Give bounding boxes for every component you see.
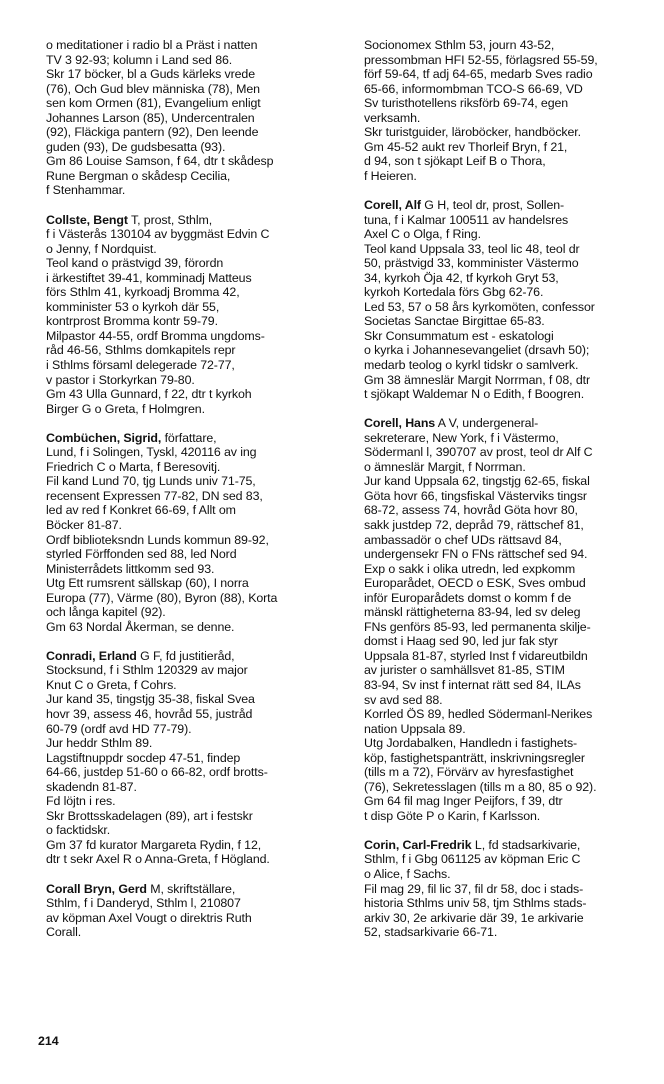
entry-text-line: och långa kapitel (92).	[46, 605, 166, 620]
entry-text-line: Milpastor 44-55, ordf Bromma ungdoms-	[46, 328, 265, 343]
entry-text-line: f i Västerås 130104 av byggmäst Edvin C	[46, 227, 270, 242]
entry-text-line: undergensekr FN o FNs rättschef sed 94.	[364, 547, 588, 562]
entry-text-line: Södermanl l, 390707 av prost, teol dr Alf C	[364, 445, 593, 460]
entry-text-line: skadendn 81-87.	[46, 779, 137, 794]
entry-text-line: t disp Göte P o Karin, f Karlsson.	[364, 808, 541, 823]
entry-text-line: historia Sthlms univ 58, tjm Sthlms stads-	[364, 896, 587, 911]
entry-text-line: 50, prästvigd 33, komminister Västermo	[364, 256, 579, 271]
entry-text-line: Jur heddr Sthlm 89.	[46, 736, 153, 751]
entry-text-line: 60-79 (ordf avd HD 77-79).	[46, 721, 192, 736]
entry-text-line: Utg Jordabalken, Handledn i fastighets-	[364, 736, 578, 751]
entry-text-line: (92), Fläckiga pantern (92), Den leende	[46, 125, 259, 140]
entry-heading-line	[364, 838, 656, 853]
entry-text-line: förs Sthlm 41, kyrkoadj Bromma 42,	[46, 285, 240, 300]
entry-text-line: (76), Sekretesslagen (tills m a 80, 85 o 92).	[364, 779, 597, 794]
entry-heading-line	[364, 416, 656, 431]
entry-text-line: Skr Brottsskadelagen (89), art i festskr	[46, 808, 253, 823]
entry-name: Corall Bryn, Gerd	[46, 881, 147, 896]
entry-text-line: Gm 63 Nordal Åkerman, se denne.	[46, 619, 235, 634]
entry-name: Collste, Bengt	[46, 212, 128, 227]
entry-text-line: Fil mag 29, fil lic 37, fil dr 58, doc i stads-	[364, 881, 584, 896]
entry-text-line: Exp o sakk i olika utredn, led expkomm	[364, 561, 576, 576]
entry-text-line: Gm 45-52 aukt rev Thorleif Bryn, f 21,	[364, 139, 568, 154]
entry-text-line: Knut C o Greta, f Cohrs.	[46, 677, 177, 692]
right-column	[364, 38, 656, 954]
entry-text-line: verksamh.	[364, 110, 421, 125]
entry-text-line: Sthlm, f i Danderyd, Sthlm l, 210807	[46, 896, 241, 911]
entry-text-line: Birger G o Greta, f Holmgren.	[46, 401, 205, 416]
entry-text-line: o meditationer i radio bl a Präst i natten	[46, 38, 258, 52]
entry-text-line: Gm 43 Ulla Gunnard, f 22, dtr t kyrkoh	[46, 387, 252, 402]
entry-text-line: kontrprost Bromma kontr 59-79.	[46, 314, 218, 329]
entry-text-line: Socionomex Sthlm 53, journ 43-52,	[364, 38, 555, 52]
entry-text-line: sekreterare, New York, f i Västermo,	[364, 430, 559, 445]
entry-text-line: o Jenny, f Nordquist.	[46, 241, 157, 256]
entry-text-line: Gm 37 fd kurator Margareta Rydin, f 12,	[46, 837, 262, 852]
entry-text-line: nation Uppsala 89.	[364, 721, 466, 736]
entry-text-line: av köpman Axel Vougt o direktris Ruth	[46, 910, 252, 925]
entry-text-line: Korrled ÖS 89, hedled Södermanl-Nerikes	[364, 707, 593, 722]
entry-text-line: 68-72, assess 74, hovråd Göta hovr 80,	[364, 503, 578, 518]
entry-corell-hans	[364, 416, 656, 823]
entry-text-line: köp, fastighetspanträtt, inskrivningsregler	[364, 750, 585, 765]
entry-heading-line	[46, 213, 336, 228]
entry-text-line: kyrkoh Kortedala förs Gbg 62-76.	[364, 285, 544, 300]
entry-text-line: 52, stadsarkivarie 66-71.	[364, 925, 498, 940]
entry-text-line: av jurister o samhällsvet 81-85, STIM	[364, 663, 565, 678]
entry-text-line: Teol kand Uppsala 33, teol lic 48, teol dr	[364, 241, 580, 256]
entry-text-line: led av red f Konkret 66-69, f Allt om	[46, 503, 236, 518]
entry-text-line: Ministerrådets littkomm sed 93.	[46, 561, 215, 576]
entry-text-line: (76), Och Gud blev människa (78), Men	[46, 81, 260, 96]
entry-text-line: råd 46-56, Sthlms domkapitels repr	[46, 343, 236, 358]
entry-text-line: Lund, f i Solingen, Tyskl, 420116 av ing	[46, 445, 257, 460]
entry-heading-rest: författare,	[161, 430, 217, 445]
entry-collste-bengt	[46, 213, 336, 417]
entry-heading-line	[46, 649, 336, 664]
entry-text-line: Skr turistguider, läroböcker, handböcker.	[364, 125, 581, 140]
entry-text-line: Göta hovr 66, tingsfiskal Västerviks tingsr	[364, 488, 587, 503]
entry-text-line: dtr t sekr Axel R o Anna-Greta, f Högland.	[46, 852, 270, 867]
entry-text-line: Ordf biblioteksndn Lunds kommun 89-92,	[46, 532, 269, 547]
entry-heading-rest: G H, teol dr, prost, Sollen-	[420, 197, 565, 212]
entry-text-line: Fil kand Lund 70, tjg Lunds univ 71-75,	[46, 474, 256, 489]
entry-text-line: förf 59-64, tf adj 64-65, medarb Sves radio	[364, 67, 593, 82]
entry-text-line: arkiv 30, 2e arkivarie där 39, 1e arkivarie	[364, 910, 584, 925]
entry-text-line: Friedrich C o Marta, f Beresovitj.	[46, 459, 221, 474]
entry-text-line: Jur kand 35, tingstjg 35-38, fiskal Svea	[46, 692, 255, 707]
entry-text-line: Gm 64 fil mag Inger Peijfors, f 39, dtr	[364, 794, 563, 809]
entry-text-line: Sv turisthotellens riksförb 69-74, egen	[364, 96, 569, 111]
entry-text-line: sv avd sed 88.	[364, 692, 443, 707]
entry-text-line: (tills m a 72), Förvärv av hyresfastighet	[364, 765, 574, 780]
entry-text-line: Europa (77), Värme (80), Byron (88), Korta	[46, 590, 278, 605]
entry-text-line: FNs genförs 85-93, led permanenta skilje-	[364, 619, 591, 634]
entry-text-line: Böcker 81-87.	[46, 517, 122, 532]
entry-text-line: Sthlm, f i Gbg 061125 av köpman Eric C	[364, 852, 581, 867]
entry-text-line: sen kom Ormen (81), Evangelium enligt	[46, 96, 261, 111]
entry-text-line: 83-94, Sv inst f internat rätt sed 84, ILAs	[364, 677, 581, 692]
entry-name: Corell, Alf	[364, 197, 421, 212]
entry-text-line: recensent Expressen 77-82, DN sed 83,	[46, 488, 263, 503]
entry-text-line: TV 3 92-93; kolumn i Land sed 86.	[46, 52, 233, 67]
entry-name: Corin, Carl-Fredrik	[364, 837, 472, 852]
entry-text-line: medarb teolog o kyrkl tidskr o samlverk.	[364, 357, 579, 372]
entry-text-line: Lagstiftnuppdr socdep 47-51, findep	[46, 750, 241, 765]
entry-heading-line	[46, 431, 336, 446]
entry-text-line: Rune Bergman o skådesp Cecilia,	[46, 168, 231, 183]
entry-text-line: Johannes Larson (85), Undercentralen	[46, 110, 255, 125]
entry-text-line: guden (93), De gudsbesatta (93).	[46, 139, 226, 154]
entry-corell-alf	[364, 198, 656, 402]
entry-text-line: o ämneslär Margit, f Norrman.	[364, 459, 526, 474]
entry-heading-rest: G F, fd justitieråd,	[136, 648, 235, 663]
entry-continued	[364, 38, 656, 183]
entry-heading-rest: M, skriftställare,	[146, 881, 236, 896]
entry-text-line: Stocksund, f i Sthlm 120329 av major	[46, 663, 248, 678]
entry-text-line: Utg Ett rumsrent sällskap (60), I norra	[46, 576, 249, 591]
entry-heading-rest: A V, undergeneral-	[435, 416, 539, 431]
entry-text-line: o facktidskr.	[46, 823, 111, 838]
entry-corall-bryn-gerd	[46, 882, 336, 940]
entry-text-line: tuna, f i Kalmar 100511 av handelsres	[364, 212, 569, 227]
entry-text-line: Societas Sanctae Birgittae 65-83.	[364, 314, 545, 329]
entry-text-line: Uppsala 81-87, styrled Inst f vidareutbildn	[364, 648, 588, 663]
entry-text-line: d 94, son t sjökapt Leif B o Thora,	[364, 154, 546, 169]
entry-text-line: Led 53, 57 o 58 års kyrkomöten, confessor	[364, 299, 595, 314]
left-column	[46, 38, 336, 954]
entry-heading-line	[364, 198, 656, 213]
entry-text-line: i Sthlms församl delegerade 72-77,	[46, 357, 235, 372]
entry-text-line: o kyrka i Johannesevangeliet (drsavh 50);	[364, 343, 590, 358]
entry-text-line: 65-66, informombman TCO-S 66-69, VD	[364, 81, 583, 96]
entry-continued	[46, 38, 336, 198]
entry-text-line: ambassadör o chef UDs rättsavd 84,	[364, 532, 562, 547]
entry-text-line: inför Europarådets domst o komm f de	[364, 590, 572, 605]
entry-conradi-erland	[46, 649, 336, 867]
entry-text-line: styrled Förffonden sed 88, led Nord	[46, 547, 237, 562]
entry-name: Conradi, Erland	[46, 648, 137, 663]
entry-text-line: o Alice, f Sachs.	[364, 867, 451, 882]
entry-heading-rest: T, prost, Sthlm,	[127, 212, 213, 227]
entry-text-line: Corall.	[46, 925, 82, 940]
entry-name: Corell, Hans	[364, 416, 436, 431]
entry-name: Combüchen, Sigrid,	[46, 430, 162, 445]
entry-text-line: pressombman HFI 52-55, förlagsred 55-59,	[364, 52, 598, 67]
entry-heading-rest: L, fd stadsarkivarie,	[471, 837, 581, 852]
entry-text-line: Gm 86 Louise Samson, f 64, dtr t skådesp	[46, 154, 274, 169]
entry-combüchen-sigrid	[46, 431, 336, 635]
entry-text-line: komminister 53 o kyrkoh där 55,	[46, 299, 220, 314]
entry-text-line: i ärkestiftet 39-41, komminadj Matteus	[46, 270, 252, 285]
entry-text-line: t sjökapt Waldemar N o Edith, f Boogren.	[364, 387, 585, 402]
entry-text-line: Fd löjtn i res.	[46, 794, 116, 809]
entry-text-line: Skr Consummatum est - eskatologi	[364, 328, 554, 343]
entry-text-line: sakk justdep 72, depråd 79, rättschef 81,	[364, 517, 584, 532]
entry-text-line: hovr 39, assess 46, hovråd 55, justråd	[46, 707, 253, 722]
entry-text-line: mänskl rättigheterna 83-94, led sv deleg	[364, 605, 581, 620]
entry-text-line: Jur kand Uppsala 62, tingstjg 62-65, fiskal	[364, 474, 590, 489]
entry-text-line: Europarådet, OECD o ESK, Sves ombud	[364, 576, 586, 591]
entry-text-line: Gm 38 ämneslär Margit Norrman, f 08, dtr	[364, 372, 590, 387]
page-number: 214	[38, 1034, 59, 1048]
entry-text-line: Axel C o Olga, f Ring.	[364, 227, 481, 242]
entry-text-line: 34, kyrkoh Öja 42, tf kyrkoh Gryt 53,	[364, 270, 559, 285]
entry-corin-carl-fredrik	[364, 838, 656, 940]
entry-text-line: domst i Haag sed 90, led jur fak styr	[364, 634, 558, 649]
entry-text-line: f Stenhammar.	[46, 183, 126, 198]
entry-text-line: v pastor i Storkyrkan 79-80.	[46, 372, 195, 387]
entry-text-line: Skr 17 böcker, bl a Guds kärleks vrede	[46, 67, 256, 82]
entry-text-line: Teol kand o prästvigd 39, förordn	[46, 256, 224, 271]
entry-text-line: f Heieren.	[364, 168, 417, 183]
entry-text-line: 64-66, justdep 51-60 o 66-82, ordf brotts-	[46, 765, 268, 780]
entry-heading-line	[46, 882, 336, 897]
